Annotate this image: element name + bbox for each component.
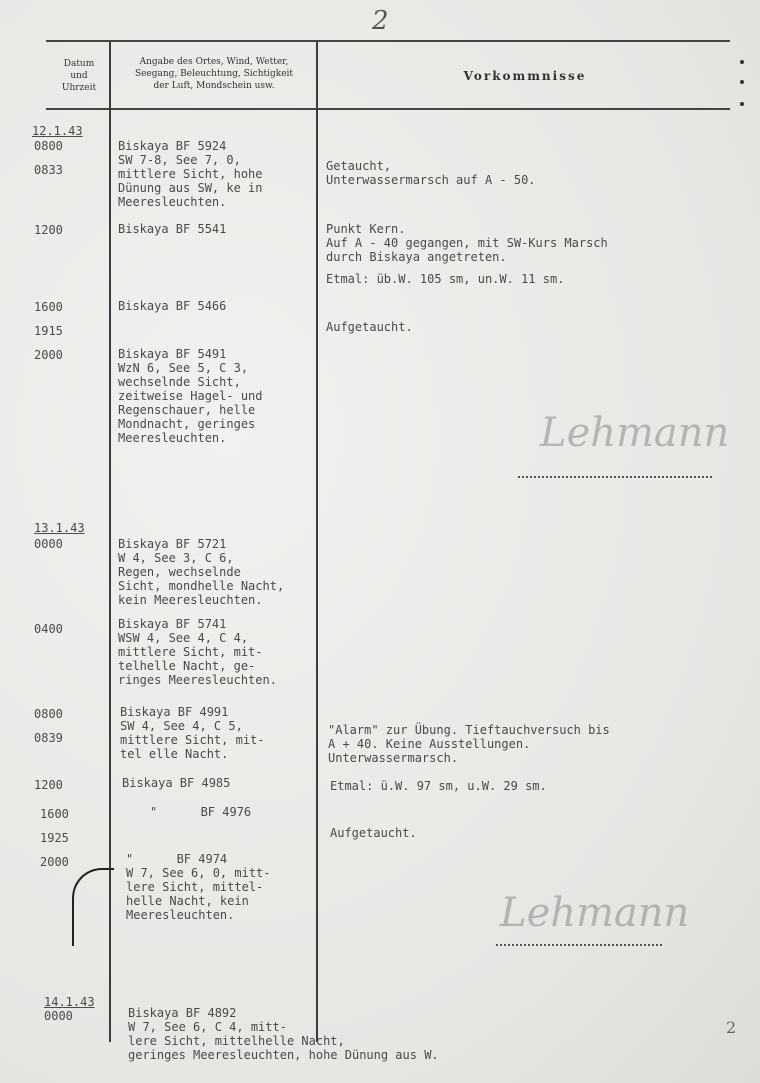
header-bottom-rule <box>46 108 730 110</box>
entry-place: Biskaya BF 5721 W 4, See 3, C 6, Regen, wechselnde Sicht, mondhelle Nacht, kein Meeresleuchten. <box>118 537 285 607</box>
entry-place: " BF 4974 W 7, See 6, 0, mitt- lere Sicht, mittel- helle Nacht, kein Meeresleuchten. <box>126 852 271 922</box>
entry-event: Getaucht, Unterwassermarsch auf A - 50. <box>326 159 536 187</box>
corner-mark: 2 <box>726 1018 737 1037</box>
entry-event: Aufgetaucht. <box>330 826 417 840</box>
entry-time: 1925 <box>40 831 69 845</box>
entry-place: Biskaya BF 4892 W 7, See 6, C 4, mitt- lere Sicht, mittelhelle Nacht, geringes Meeresleuchten, hohe Dünung aus W. <box>128 1006 439 1062</box>
entry-time: 1600 <box>40 807 69 821</box>
entry-date: 12.1.43 <box>32 124 83 138</box>
entry-event: Etmal: üb.W. 105 sm, un.W. 11 sm. <box>326 272 565 286</box>
margin-dot <box>740 80 744 84</box>
entry-place: Biskaya BF 5924 <box>118 139 227 153</box>
signature-line <box>496 944 662 946</box>
entry-place: " BF 4976 <box>150 805 252 819</box>
column-divider-2 <box>316 42 318 1042</box>
entry-date: 13.1.43 <box>34 521 85 535</box>
header-datum: Datum und Uhrzeit <box>61 59 97 93</box>
header-ort: Angabe des Ortes, Wind, Wetter, Seegang, Beleuchtung, Sichtigkeit der Luft, Mondschein usw. <box>134 57 294 91</box>
entry-place: Biskaya BF 4985 <box>122 776 231 790</box>
entry-place: SW 7-8, See 7, 0, mittlere Sicht, hohe Dünung aus SW, ke in Meeresleuchten. <box>118 153 263 209</box>
signature-line <box>518 476 712 478</box>
entry-time: 2000 <box>40 855 69 869</box>
signature: Lehmann <box>540 410 730 456</box>
entry-event: Etmal: ü.W. 97 sm, u.W. 29 sm. <box>330 779 547 793</box>
entry-place: Biskaya BF 5741 WSW 4, See 4, C 4, mittlere Sicht, mit- telhelle Nacht, ge- ringes Meeresleuchten. <box>118 617 277 687</box>
signature: Lehmann <box>500 890 690 936</box>
header-top-rule <box>46 40 730 42</box>
entry-event: Aufgetaucht. <box>326 320 413 334</box>
entry-time: 1200 <box>34 223 63 237</box>
entry-time: 0800 <box>34 707 63 721</box>
entry-place: Biskaya BF 5491 WzN 6, See 5, C 3, wechselnde Sicht, zeitweise Hagel- und Regenschauer, helle Mondnacht, geringes Meeresleuchten. <box>118 347 263 445</box>
entry-date: 14.1.43 <box>44 995 95 1009</box>
page-number: 2 <box>372 6 389 36</box>
entry-place: Biskaya BF 5541 <box>118 222 227 236</box>
entry-time: 0000 <box>44 1009 73 1023</box>
entry-time: 0000 <box>34 537 63 551</box>
margin-dot <box>740 102 744 106</box>
header-vorkommnisse: Vorkommnisse <box>463 69 587 83</box>
entry-time: 1200 <box>34 778 63 792</box>
entry-event: Punkt Kern. Auf A - 40 gegangen, mit SW-Kurs Marsch durch Biskaya angetreten. <box>326 222 608 264</box>
entry-time: 2000 <box>34 348 63 362</box>
entry-time: 0839 <box>34 731 63 745</box>
entry-event: "Alarm" zur Übung. Tieftauchversuch bis A + 40. Keine Ausstellungen. Unterwassermarsch. <box>328 723 610 765</box>
entry-time: 1915 <box>34 324 63 338</box>
entry-time: 0800 <box>34 139 63 153</box>
entry-time: 1600 <box>34 300 63 314</box>
entry-place: SW 4, See 4, C 5, mittlere Sicht, mit- tel elle Nacht. <box>120 719 265 761</box>
entry-place: Biskaya BF 5466 <box>118 299 227 313</box>
margin-dot <box>740 60 744 64</box>
entry-time: 0400 <box>34 622 63 636</box>
entry-place: Biskaya BF 4991 <box>120 705 229 719</box>
entry-time: 0833 <box>34 163 63 177</box>
pen-mark <box>72 868 114 946</box>
